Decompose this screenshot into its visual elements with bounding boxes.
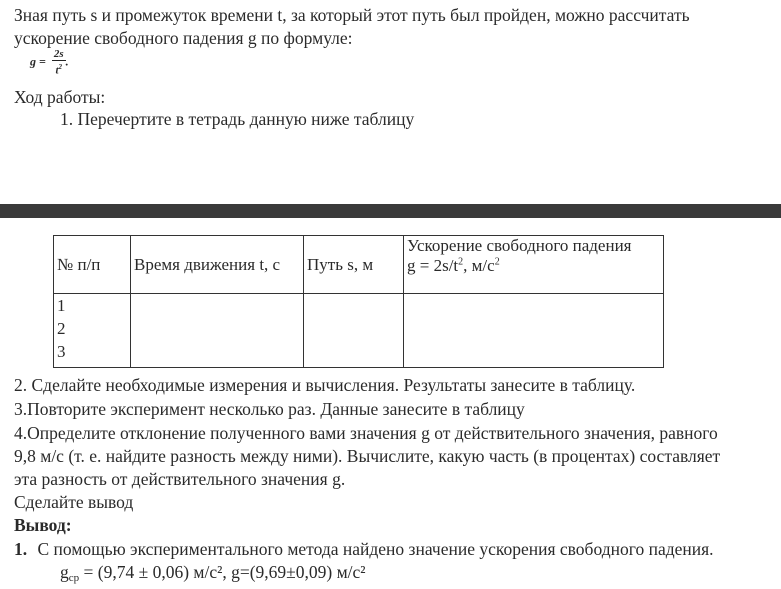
accel-header-line1: Ускорение свободного падения [407, 236, 632, 255]
intro-line-2: ускорение свободного падения g по формуле: [14, 28, 353, 48]
conclusion-item-1 [14, 538, 714, 560]
conclusion-result [60, 561, 366, 589]
g-symbol: g [60, 562, 69, 582]
header-number: № п/п [54, 236, 131, 294]
formula-exponent: 2 [58, 63, 63, 71]
time-cell [131, 294, 304, 368]
formula [30, 48, 69, 78]
header-acceleration [404, 236, 664, 294]
formula-den-t: t [55, 64, 59, 77]
formula-numerator: 2s [53, 48, 64, 60]
accel-formula-prefix: g = 2s/t [407, 256, 459, 275]
row-numbers-cell [54, 294, 131, 368]
work-heading: Ход работы: [14, 87, 106, 107]
accel-formula-exp: 2 [458, 256, 464, 268]
conclusion-number: 1. [14, 539, 28, 559]
g-subscript: ср [68, 572, 80, 584]
step-3: 3.Повторите эксперимент несколько раз. Данные занесите в таблицу [14, 399, 525, 419]
make-conclusion: Сделайте вывод [14, 492, 134, 512]
result-values: = (9,74 ± 0,06) м/с², g=(9,69±0,09) м/с² [79, 562, 366, 582]
accel-header-line2 [407, 256, 660, 276]
table-row [54, 294, 664, 368]
conclusion-heading: Вывод: [14, 515, 72, 535]
conclusion-text: С помощью экспериментального метода найдено значение ускорения свободного падения. [37, 539, 714, 559]
formula-denominator [52, 61, 66, 78]
table-header-row [54, 236, 664, 294]
header-time: Время движения t, с [131, 236, 304, 294]
step-4-line-2: 9,8 м/с (т. е. найдите разность между ними). Вычислите, какую часть (в процентах) составляет [14, 446, 721, 466]
accel-formula-suffix: , м/с [463, 256, 495, 275]
header-distance: Путь s, м [304, 236, 404, 294]
step-4-line-3: эта разность от действительного значения g. [14, 469, 346, 489]
accel-unit-exp: 2 [494, 256, 500, 268]
distance-cell [304, 294, 404, 368]
intro-line-1: Зная путь s и промежуток времени t, за который этот путь был пройден, можно рассчитать [14, 5, 690, 25]
step-1: 1. Перечертите в тетрадь данную ниже таблицу [60, 109, 415, 129]
row-number: 1 [57, 296, 66, 315]
dark-divider-bar [0, 204, 781, 218]
formula-end: . [65, 54, 69, 69]
formula-fraction [52, 48, 66, 78]
acceleration-cell [404, 294, 664, 368]
step-2: 2. Сделайте необходимые измерения и вычисления. Результаты занесите в таблицу. [14, 375, 636, 395]
formula-lhs: g = [30, 54, 46, 69]
row-number: 3 [57, 342, 66, 361]
step-4-line-1: 4.Определите отклонение полученного вами значения g от действительного значения, равного [14, 423, 718, 443]
results-table [53, 235, 664, 368]
row-number: 2 [57, 319, 66, 338]
